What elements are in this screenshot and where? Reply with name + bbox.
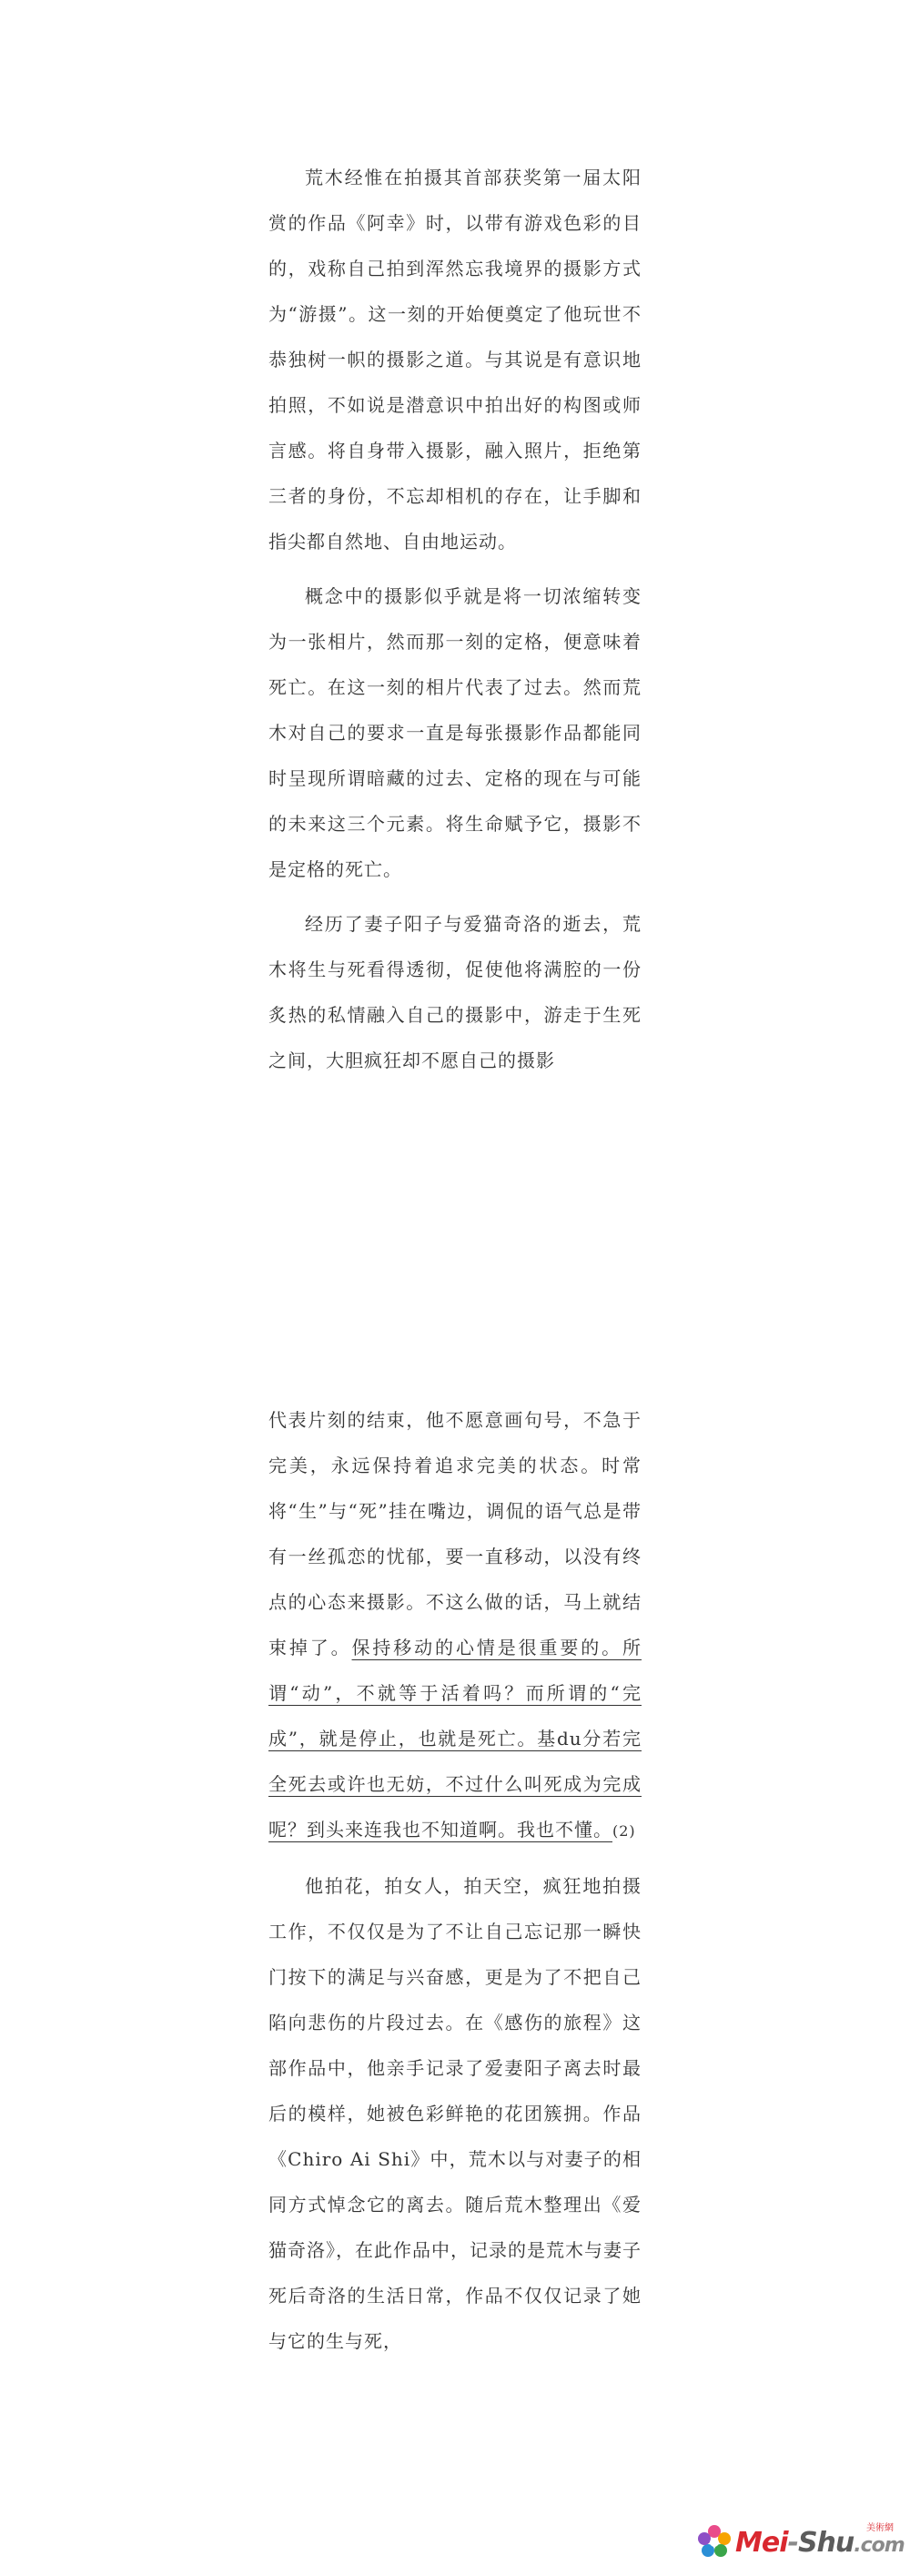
watermark-com: .com: [854, 2534, 905, 2557]
watermark-mei: Mei: [735, 2527, 788, 2559]
paragraph-3: 经历了妻子阳子与爱猫奇洛的逝去，荒木将生与死看得透彻，促使他将满腔的一份炙热的私情融入自己的摄影中，游走于生死之间，大胆疯狂却不愿自己的摄影: [268, 913, 642, 1071]
watermark-small-text: 美術網: [866, 2523, 894, 2533]
paragraph-1: 荒木经惟在拍摄其首部获奖第一届太阳赏的作品《阿幸》时，以带有游戏色彩的目的，戏称自己拍到浑然忘我境界的摄影方式为“游摄”。这一刻的开始便奠定了他玩世不恭独树一帜的摄影之道。与其说是有意识地拍照，不如说是潜意识中拍出好的构图或师言感。将自身带入摄影，融入照片，拒绝第三者的身份，不忘却相机的存在，让手脚和指尖都自然地、自由地运动。: [268, 167, 642, 553]
paragraph-continued: [268, 1397, 642, 1854]
watermark-shu: Shu: [797, 2527, 854, 2559]
flower-logo-icon: [693, 2521, 735, 2563]
meishu-watermark: [693, 2520, 905, 2565]
footnote-mark: (2): [612, 1822, 636, 1840]
paragraph-4: 他拍花，拍女人，拍天空，疯狂地拍摄工作，不仅仅是为了不让自己忘记那一瞬快门按下的满足与兴奋感，更是为了不把自己陷向悲伤的片段过去。在《感伤的旅程》这部作品中，他亲手记录了爱妻阳子离去时最后的模样，她被色彩鲜艳的花团簇拥。作品《Chiro Ai Shi》中，荒木以与对妻子的相同方式悼念它的离去。随后荒木整理出《爱猫奇洛》，在此作品中，记录的是荒木与妻子死后奇洛的生活日常，作品不仅仅记录了她与它的生与死，: [268, 1875, 642, 2352]
watermark-dash: -: [787, 2527, 798, 2559]
article-block-bottom: [268, 1397, 642, 2373]
paragraph-2: 概念中的摄影似乎就是将一切浓缩转变为一张相片，然而那一刻的定格，便意味着死亡。在这一刻的相片代表了过去。然而荒木对自己的要求一直是每张摄影作品都能同时呈现所谓暗藏的过去、定格的现在与可能的未来这三个元素。将生命赋予它，摄影不是定格的死亡。: [268, 585, 642, 880]
article-block-top: [268, 155, 642, 1092]
paragraph-continued-lead: 代表片刻的结束，他不愿意画句号，不急于完美，永远保持着追求完美的状态。时常将“生”与“死”挂在嘴边，调侃的语气总是带有一丝孤恋的忧郁，要一直移动，以没有终点的心态来摄影。不这么做的话，马上就结束掉了。: [268, 1409, 642, 1658]
underlined-quote: 保持移动的心情是很重要的。所谓“动”，不就等于活着吗？而所谓的“完成”，就是停止，也就是死亡。基du分若完全死去或许也无妨，不过什么叫死成为完成呢？到头来连我也不知道啊。我也不懂。: [268, 1637, 642, 1841]
